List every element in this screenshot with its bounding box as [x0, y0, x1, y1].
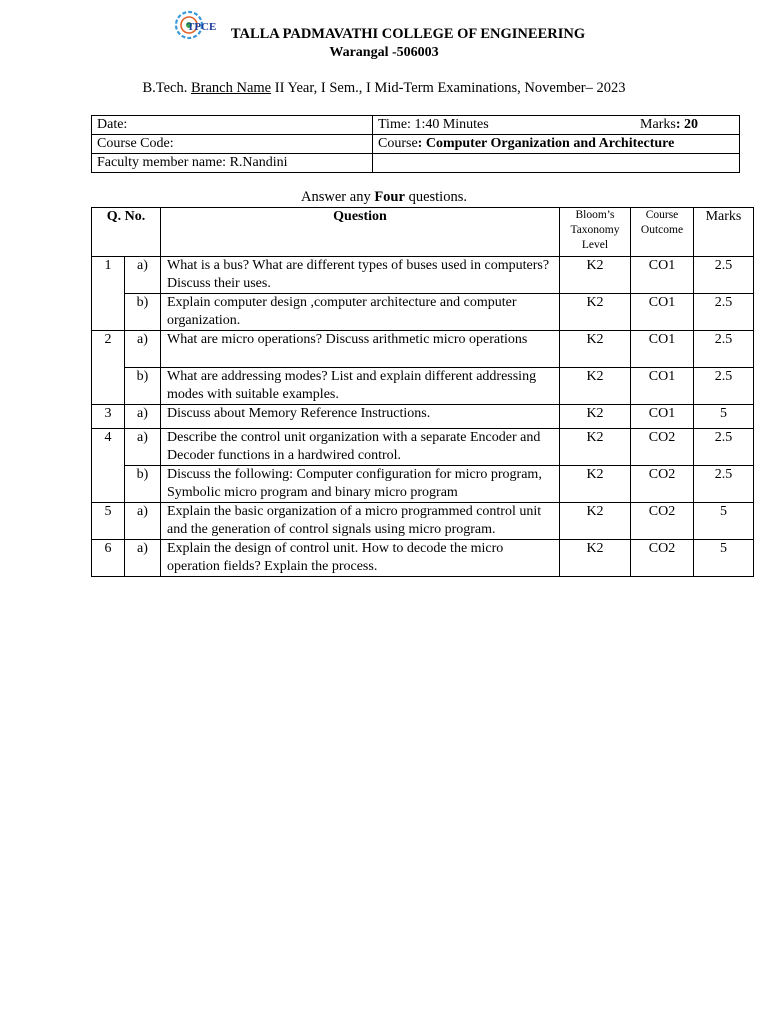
- bloom-level: K2: [560, 466, 631, 503]
- header-question: Question: [161, 208, 560, 257]
- marks-value: 2.5: [694, 429, 754, 466]
- marks-value: 2.5: [694, 331, 754, 368]
- question-text: What is a bus? What are different types of buses used in computers? Discuss their uses.: [161, 257, 560, 294]
- course-code-cell: Course Code:: [92, 135, 373, 154]
- course-cell: Course: Computer Organization and Architecture: [373, 135, 740, 154]
- table-row: [92, 331, 754, 368]
- questions-table: [91, 207, 754, 577]
- course-outcome: CO2: [631, 540, 694, 577]
- bloom-level: K2: [560, 503, 631, 540]
- marks-value: 2.5: [694, 294, 754, 331]
- course-outcome: CO2: [631, 466, 694, 503]
- question-part: a): [125, 405, 161, 429]
- question-text: Describe the control unit organization with a separate Encoder and Decoder functions in a hardwired control.: [161, 429, 560, 466]
- exam-branch: Branch Name: [190, 80, 272, 96]
- bloom-level: K2: [560, 257, 631, 294]
- header-bloom: Bloom’s Taxonomy Level: [560, 208, 631, 257]
- marks-value: 5: [694, 503, 754, 540]
- course-outcome: CO2: [631, 503, 694, 540]
- table-row: [92, 429, 754, 466]
- header-course-outcome: Course Outcome: [631, 208, 694, 257]
- course-outcome: CO1: [631, 331, 694, 368]
- question-part: b): [125, 466, 161, 503]
- total-marks: Marks: 20: [640, 117, 698, 132]
- exam-title: [0, 80, 768, 97]
- marks-value: 2.5: [694, 368, 754, 405]
- question-number: 5: [92, 503, 125, 540]
- table-row: [92, 503, 754, 540]
- question-number: 1: [92, 257, 125, 331]
- course-outcome: CO1: [631, 257, 694, 294]
- time-marks-cell: [373, 116, 740, 135]
- question-number: 2: [92, 331, 125, 405]
- question-part: a): [125, 331, 161, 368]
- header-marks: Marks: [694, 208, 754, 257]
- question-text: Explain computer design ,computer architecture and computer organization.: [161, 294, 560, 331]
- table-row: [92, 466, 754, 503]
- bloom-level: K2: [560, 294, 631, 331]
- exam-prefix: B.Tech.: [142, 80, 188, 96]
- table-row: [92, 405, 754, 429]
- table-row: [92, 294, 754, 331]
- bloom-level: K2: [560, 331, 631, 368]
- question-number: 4: [92, 429, 125, 503]
- bloom-level: K2: [560, 368, 631, 405]
- marks-value: 2.5: [694, 466, 754, 503]
- question-part: a): [125, 257, 161, 294]
- question-part: b): [125, 294, 161, 331]
- college-name: TALLA PADMAVATHI COLLEGE OF ENGINEERING: [230, 26, 586, 42]
- question-part: a): [125, 429, 161, 466]
- course-outcome: CO2: [631, 429, 694, 466]
- table-row: [92, 368, 754, 405]
- bloom-level: K2: [560, 540, 631, 577]
- course-outcome: CO1: [631, 405, 694, 429]
- question-number: 6: [92, 540, 125, 577]
- question-part: a): [125, 540, 161, 577]
- svg-text:TPCE: TPCE: [187, 21, 216, 33]
- faculty-cell: Faculty member name: R.Nandini: [92, 154, 373, 173]
- bloom-level: K2: [560, 429, 631, 466]
- course-outcome: CO1: [631, 368, 694, 405]
- question-text: What are addressing modes? List and explain different addressing modes with suitable examples.: [161, 368, 560, 405]
- question-text: Discuss the following: Computer configuration for micro program, Symbolic micro program and binary micro program: [161, 466, 560, 503]
- question-number: 3: [92, 405, 125, 429]
- marks-value: 2.5: [694, 257, 754, 294]
- date-cell: Date:: [92, 116, 373, 135]
- question-text: What are micro operations? Discuss arithmetic micro operations: [161, 331, 560, 368]
- college-address: Warangal -506003: [329, 45, 439, 60]
- question-part: b): [125, 368, 161, 405]
- header-qno: Q. No.: [92, 208, 161, 257]
- exam-suffix: II Year, I Sem., I Mid-Term Examinations, November– 2023: [274, 80, 626, 96]
- question-text: Explain the design of control unit. How to decode the micro operation fields? Explain the process.: [161, 540, 560, 577]
- table-row: [92, 540, 754, 577]
- question-text: Explain the basic organization of a micro programmed control unit and the generation of control signals using micro program.: [161, 503, 560, 540]
- instruction-text: Answer any Four questions.: [301, 189, 467, 205]
- marks-value: 5: [694, 405, 754, 429]
- table-row: [92, 257, 754, 294]
- bloom-level: K2: [560, 405, 631, 429]
- time-label: Time: 1:40 Minutes: [378, 117, 489, 132]
- question-text: Discuss about Memory Reference Instructions.: [161, 405, 560, 429]
- question-part: a): [125, 503, 161, 540]
- marks-value: 5: [694, 540, 754, 577]
- course-outcome: CO1: [631, 294, 694, 331]
- exam-info-table: [91, 115, 740, 173]
- empty-cell: [373, 154, 740, 173]
